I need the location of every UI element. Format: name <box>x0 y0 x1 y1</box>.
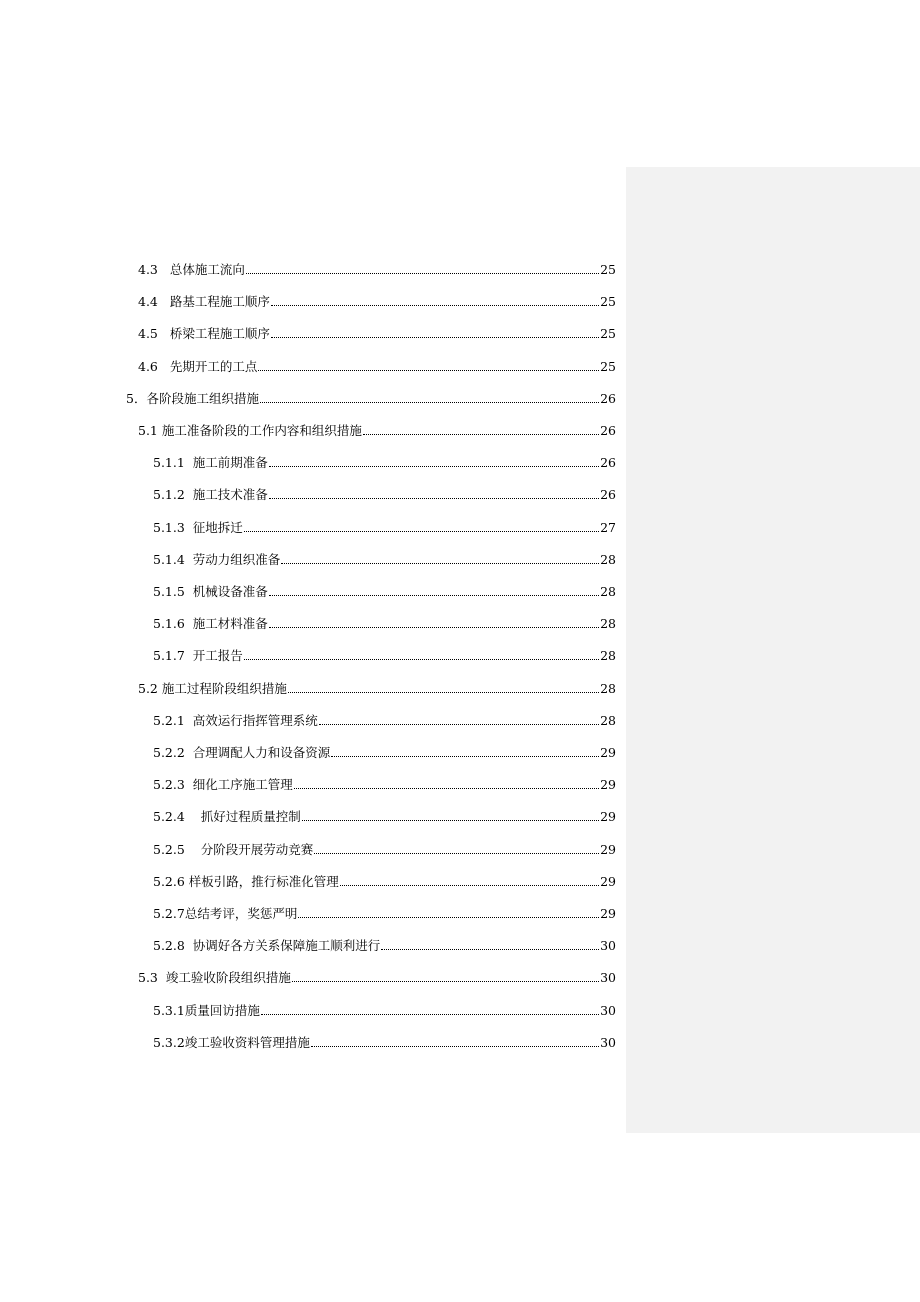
toc-entry-number: 4.5 <box>138 326 158 342</box>
toc-entry-page-number: 28 <box>600 584 616 599</box>
toc-dot-leader <box>260 401 599 403</box>
toc-entry-page-number: 25 <box>600 262 616 277</box>
toc-entry[interactable] <box>138 258 616 278</box>
toc-dot-leader <box>311 1045 599 1047</box>
toc-entry-title: 细化工序施工管理 <box>192 777 293 793</box>
toc-entry-number: 5.1.6 <box>153 616 185 632</box>
toc-entry-page-number: 25 <box>600 326 616 342</box>
toc-dot-leader <box>261 1013 599 1015</box>
toc-entry-spacing <box>185 552 193 568</box>
toc-entry-number: 5.2.6 <box>153 873 185 889</box>
toc-entry-title: 开工报告 <box>192 648 243 664</box>
toc-entry-title: 征地拆迁 <box>192 519 243 535</box>
toc-dot-leader <box>363 433 599 435</box>
toc-entry-number: 5.1 <box>138 423 158 438</box>
toc-entry[interactable] <box>153 999 616 1019</box>
toc-entry[interactable] <box>153 548 616 568</box>
toc-entry-page-number: 29 <box>600 809 616 825</box>
toc-entry-page-number: 28 <box>600 616 616 632</box>
toc-entry-title: 总体施工流向 <box>169 262 245 277</box>
toc-entry-spacing <box>185 842 201 858</box>
toc-dot-leader <box>271 304 599 306</box>
toc-entry-title: 劳动力组织准备 <box>192 551 281 567</box>
toc-entry-number: 5.3.2 <box>153 1034 185 1050</box>
toc-dot-leader <box>288 691 599 693</box>
toc-entry-page-number: 29 <box>600 841 616 857</box>
toc-entry[interactable] <box>138 419 616 439</box>
toc-entry-number: 5.1.7 <box>153 648 185 664</box>
toc-entry[interactable] <box>153 644 616 664</box>
toc-entry[interactable] <box>153 741 616 761</box>
toc-dot-leader <box>331 755 599 757</box>
toc-entry-title: 分阶段开展劳动竞赛 <box>200 841 314 857</box>
toc-entry[interactable] <box>153 838 616 858</box>
toc-entry[interactable] <box>153 773 616 793</box>
toc-entry-title: 竣工验收阶段组织措施 <box>165 970 291 986</box>
toc-entry[interactable] <box>138 355 616 375</box>
toc-entry-page-number: 30 <box>600 970 616 986</box>
toc-entry-number: 5.2.1 <box>153 712 185 728</box>
toc-entry-spacing <box>185 777 193 793</box>
toc-entry-page-number: 27 <box>600 519 616 535</box>
toc-entry-spacing <box>158 359 170 375</box>
toc-entry-number: 5.2.3 <box>153 777 185 793</box>
toc-entry-spacing <box>185 809 201 825</box>
toc-entry[interactable] <box>153 1031 616 1051</box>
toc-entry-spacing <box>185 745 193 761</box>
toc-entry-title: 施工准备阶段的工作内容和组织措施 <box>161 423 362 438</box>
toc-entry-title: 先期开工的工点 <box>169 358 258 374</box>
toc-entry-number: 5.2.8 <box>153 938 185 954</box>
toc-entry[interactable] <box>153 709 616 729</box>
toc-entry-page-number: 28 <box>600 551 616 567</box>
toc-entry-title: 机械设备准备 <box>192 584 268 599</box>
toc-entry-number: 5.1.3 <box>153 519 185 535</box>
toc-entry-title: 协调好各方关系保障施工顺利进行 <box>192 938 381 954</box>
toc-dot-leader <box>269 465 599 467</box>
toc-dot-leader <box>246 272 599 274</box>
toc-entry-title: 合理调配人力和设备资源 <box>192 745 331 760</box>
toc-entry-spacing <box>185 584 193 600</box>
toc-dot-leader <box>381 948 599 950</box>
toc-entry[interactable] <box>153 580 616 600</box>
toc-entry-page-number: 26 <box>600 423 616 438</box>
toc-entry-page-number: 30 <box>600 1002 616 1018</box>
toc-dot-leader <box>269 594 599 596</box>
toc-entry-page-number: 28 <box>600 712 616 728</box>
toc-entry-page-number: 25 <box>600 294 616 310</box>
toc-entry-title: 施工过程阶段组织措施 <box>161 680 287 696</box>
toc-dot-leader <box>302 819 599 821</box>
toc-entry-title: 施工前期准备 <box>192 455 268 471</box>
toc-entry-spacing <box>185 713 193 729</box>
toc-entry[interactable] <box>153 516 616 536</box>
toc-entry-number: 5.2.5 <box>153 841 185 857</box>
toc-entry-page-number: 26 <box>600 487 616 503</box>
toc-entry-page-number: 28 <box>600 680 616 696</box>
toc-entry-number: 4.6 <box>138 358 158 374</box>
toc-entry[interactable] <box>153 451 616 471</box>
toc-dot-leader <box>244 658 599 660</box>
toc-entry[interactable] <box>138 966 616 986</box>
toc-entry-title: 竣工验收资料管理措施 <box>184 1034 310 1050</box>
toc-entry-number: 4.4 <box>138 294 158 310</box>
toc-dot-leader <box>298 916 599 918</box>
toc-entry-title: 桥梁工程施工顺序 <box>169 326 270 342</box>
toc-entry-page-number: 25 <box>600 358 616 374</box>
toc-entry-title: 施工技术准备 <box>192 487 268 503</box>
toc-entry-number: 5.1.5 <box>153 584 185 599</box>
toc-entry[interactable] <box>138 322 616 342</box>
toc-entry-spacing <box>185 487 193 503</box>
toc-entry-number: 5． <box>126 390 147 406</box>
toc-entry[interactable] <box>138 290 616 310</box>
toc-entry-spacing <box>158 294 170 310</box>
toc-entry-title: 样板引路，推行标准化管理 <box>188 873 339 889</box>
toc-dot-leader <box>294 787 599 789</box>
toc-entry[interactable] <box>153 805 616 825</box>
toc-entry-spacing <box>185 616 193 632</box>
toc-entry-title: 质量回访措施 <box>184 1002 260 1018</box>
toc-entry-spacing <box>185 455 193 471</box>
toc-entry-title: 路基工程施工顺序 <box>169 294 270 310</box>
toc-entry-spacing <box>158 326 170 342</box>
toc-entry-page-number: 28 <box>600 648 616 664</box>
toc-dot-leader <box>319 723 599 725</box>
toc-entry-number: 5.1.4 <box>153 551 185 567</box>
toc-entry-page-number: 30 <box>600 1034 616 1050</box>
toc-entry-spacing <box>185 648 193 664</box>
toc-dot-leader <box>281 562 599 564</box>
toc-entry-spacing <box>185 520 193 536</box>
toc-entry-title: 施工材料准备 <box>192 616 268 632</box>
toc-dot-leader <box>340 884 599 886</box>
toc-entry-number: 5.3 <box>138 970 158 986</box>
toc-entry[interactable] <box>153 902 616 922</box>
toc-entry-number: 5.2 <box>138 680 158 696</box>
toc-entry[interactable] <box>138 677 616 697</box>
toc-entry-number: 5.2.2 <box>153 745 185 760</box>
toc-entry-number: 5.2.7 <box>153 906 185 921</box>
toc-entry-spacing <box>158 262 170 278</box>
toc-entry-number: 5.1.1 <box>153 455 185 471</box>
toc-entry[interactable] <box>153 934 616 954</box>
toc-entry-number: 5.3.1 <box>153 1002 185 1018</box>
toc-entry-spacing <box>158 970 166 986</box>
toc-dot-leader <box>314 852 599 854</box>
toc-entry-number: 5.1.2 <box>153 487 185 503</box>
toc-entry-page-number: 29 <box>600 777 616 793</box>
toc-entry-title: 抓好过程质量控制 <box>200 809 301 825</box>
toc-dot-leader <box>244 530 599 532</box>
toc-entry[interactable] <box>153 612 616 632</box>
toc-entry[interactable] <box>153 483 616 503</box>
toc-dot-leader <box>269 626 599 628</box>
toc-entry-title: 高效运行指挥管理系统 <box>192 712 318 728</box>
toc-entry-title: 总结考评，奖惩严明 <box>184 906 298 921</box>
toc-dot-leader <box>271 336 599 338</box>
toc-dot-leader <box>292 980 599 982</box>
toc-entry-page-number: 29 <box>600 745 616 760</box>
toc-dot-leader <box>258 369 599 371</box>
toc-entry-title: 各阶段施工组织措施 <box>146 390 259 406</box>
toc-entry-page-number: 29 <box>600 906 616 921</box>
toc-entry-page-number: 26 <box>600 390 616 406</box>
toc-entry-page-number: 26 <box>600 455 616 471</box>
toc-entry-page-number: 30 <box>600 938 616 954</box>
toc-entry-page-number: 29 <box>600 873 616 889</box>
toc-entry[interactable] <box>153 870 616 890</box>
toc-entry-number: 5.2.4 <box>153 809 185 825</box>
toc-dot-leader <box>269 497 599 499</box>
toc-entry-spacing <box>185 938 193 954</box>
toc-entry-number: 4.3 <box>138 262 158 277</box>
toc-entry[interactable] <box>126 387 616 407</box>
